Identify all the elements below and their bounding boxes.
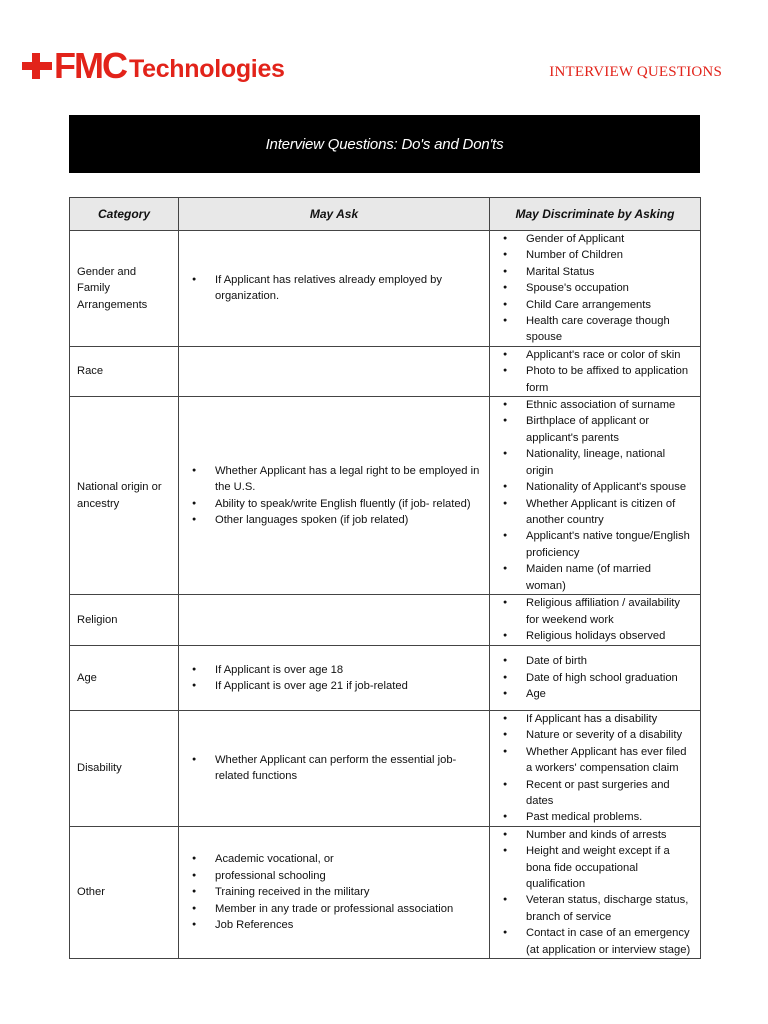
list-item: ● Whether Applicant can perform the essential job-related functions [186, 752, 482, 785]
list-item: ● Date of birth [497, 653, 693, 669]
logo-fmc-text: FMC [54, 45, 126, 86]
category-cell: National origin or ancestry [70, 397, 179, 595]
category-cell: Gender and Family Arrangements [70, 231, 179, 347]
list-item: ● Child Care arrangements [497, 297, 693, 313]
may-ask-cell [179, 826, 490, 958]
list-item: ● If Applicant is over age 18 [186, 662, 482, 678]
list-item: ● Birthplace of applicant or applicant's parents [497, 413, 693, 446]
category-cell: Religion [70, 594, 179, 645]
table-row [70, 397, 701, 595]
list-item: ● Spouse's occupation [497, 280, 693, 296]
header-may-discriminate: May Discriminate by Asking [490, 198, 701, 231]
list-item: ● Whether Applicant is citizen of another country [497, 496, 693, 529]
list-item: ● Other languages spoken (if job related) [186, 512, 482, 528]
table-row [70, 594, 701, 645]
list-item: ● Photo to be affixed to application form [497, 363, 693, 396]
list-item: ● Maiden name (of married woman) [497, 561, 693, 594]
list-item: ● Academic vocational, or [186, 851, 482, 867]
may-ask-cell [179, 645, 490, 710]
list-item: ● Ability to speak/write English fluently (if job- related) [186, 496, 482, 512]
category-cell: Disability [70, 710, 179, 826]
may-discriminate-cell [490, 645, 701, 710]
table-row [70, 645, 701, 710]
list-item: ● professional schooling [186, 868, 482, 884]
header-may-ask: May Ask [179, 198, 490, 231]
list-item: ● Height and weight except if a bona fide occupational qualification [497, 843, 693, 892]
list-item: ● Nature or severity of a disability [497, 727, 693, 743]
table-header-row [70, 198, 701, 231]
header-category: Category [70, 198, 179, 231]
may-discriminate-cell [490, 231, 701, 347]
banner-title: Interview Questions: Do's and Don'ts [265, 135, 504, 153]
list-item: ● Date of high school graduation [497, 670, 693, 686]
list-item: ● Gender of Applicant [497, 231, 693, 247]
list-item: ● Number and kinds of arrests [497, 827, 693, 843]
interview-questions-table [69, 197, 701, 959]
list-item: ● Marital Status [497, 264, 693, 280]
list-item: ● Whether Applicant has ever filed a workers' compensation claim [497, 744, 693, 777]
list-item: ● Contact in case of an emergency (at application or interview stage) [497, 925, 693, 958]
list-item: ● Job References [186, 917, 482, 933]
list-item: ● Nationality of Applicant's spouse [497, 479, 693, 495]
category-cell: Race [70, 346, 179, 396]
list-item: ● Religious holidays observed [497, 628, 693, 644]
list-item: ● Religious affiliation / availability for weekend work [497, 595, 693, 628]
document-heading: INTERVIEW QUESTIONS [549, 64, 722, 80]
list-item: ● Veteran status, discharge status, branch of service [497, 892, 693, 925]
may-discriminate-cell [490, 346, 701, 396]
table-row [70, 346, 701, 396]
list-item: ● Past medical problems. [497, 809, 693, 825]
fmc-technologies-logo [22, 46, 285, 86]
list-item: ● Nationality, lineage, national origin [497, 446, 693, 479]
list-item: ● Ethnic association of surname [497, 397, 693, 413]
may-discriminate-cell [490, 826, 701, 958]
list-item: ● Applicant's native tongue/English proficiency [497, 528, 693, 561]
list-item: ● If Applicant has a disability [497, 711, 693, 727]
may-discriminate-cell [490, 710, 701, 826]
list-item: ● Age [497, 686, 693, 702]
may-ask-cell [179, 346, 490, 396]
list-item: ● Number of Children [497, 247, 693, 263]
may-ask-cell [179, 231, 490, 347]
list-item: ● Applicant's race or color of skin [497, 347, 693, 363]
table-row [70, 231, 701, 347]
fmc-cross-icon [22, 53, 52, 79]
category-cell: Other [70, 826, 179, 958]
list-item: ● Health care coverage though spouse [497, 313, 693, 346]
may-discriminate-cell [490, 397, 701, 595]
may-ask-cell [179, 397, 490, 595]
logo-technologies-text: Technologies [128, 54, 285, 83]
table-row [70, 826, 701, 958]
list-item: ● Whether Applicant has a legal right to be employed in the U.S. [186, 463, 482, 496]
may-discriminate-cell [490, 594, 701, 645]
may-ask-cell [179, 710, 490, 826]
list-item: ● Recent or past surgeries and dates [497, 777, 693, 810]
table-row [70, 710, 701, 826]
list-item: ● Member in any trade or professional association [186, 901, 482, 917]
list-item: ● If Applicant has relatives already employed by organization. [186, 272, 482, 305]
may-ask-cell [179, 594, 490, 645]
list-item: ● If Applicant is over age 21 if job-related [186, 678, 482, 694]
category-cell: Age [70, 645, 179, 710]
list-item: ● Training received in the military [186, 884, 482, 900]
title-banner [69, 115, 700, 173]
